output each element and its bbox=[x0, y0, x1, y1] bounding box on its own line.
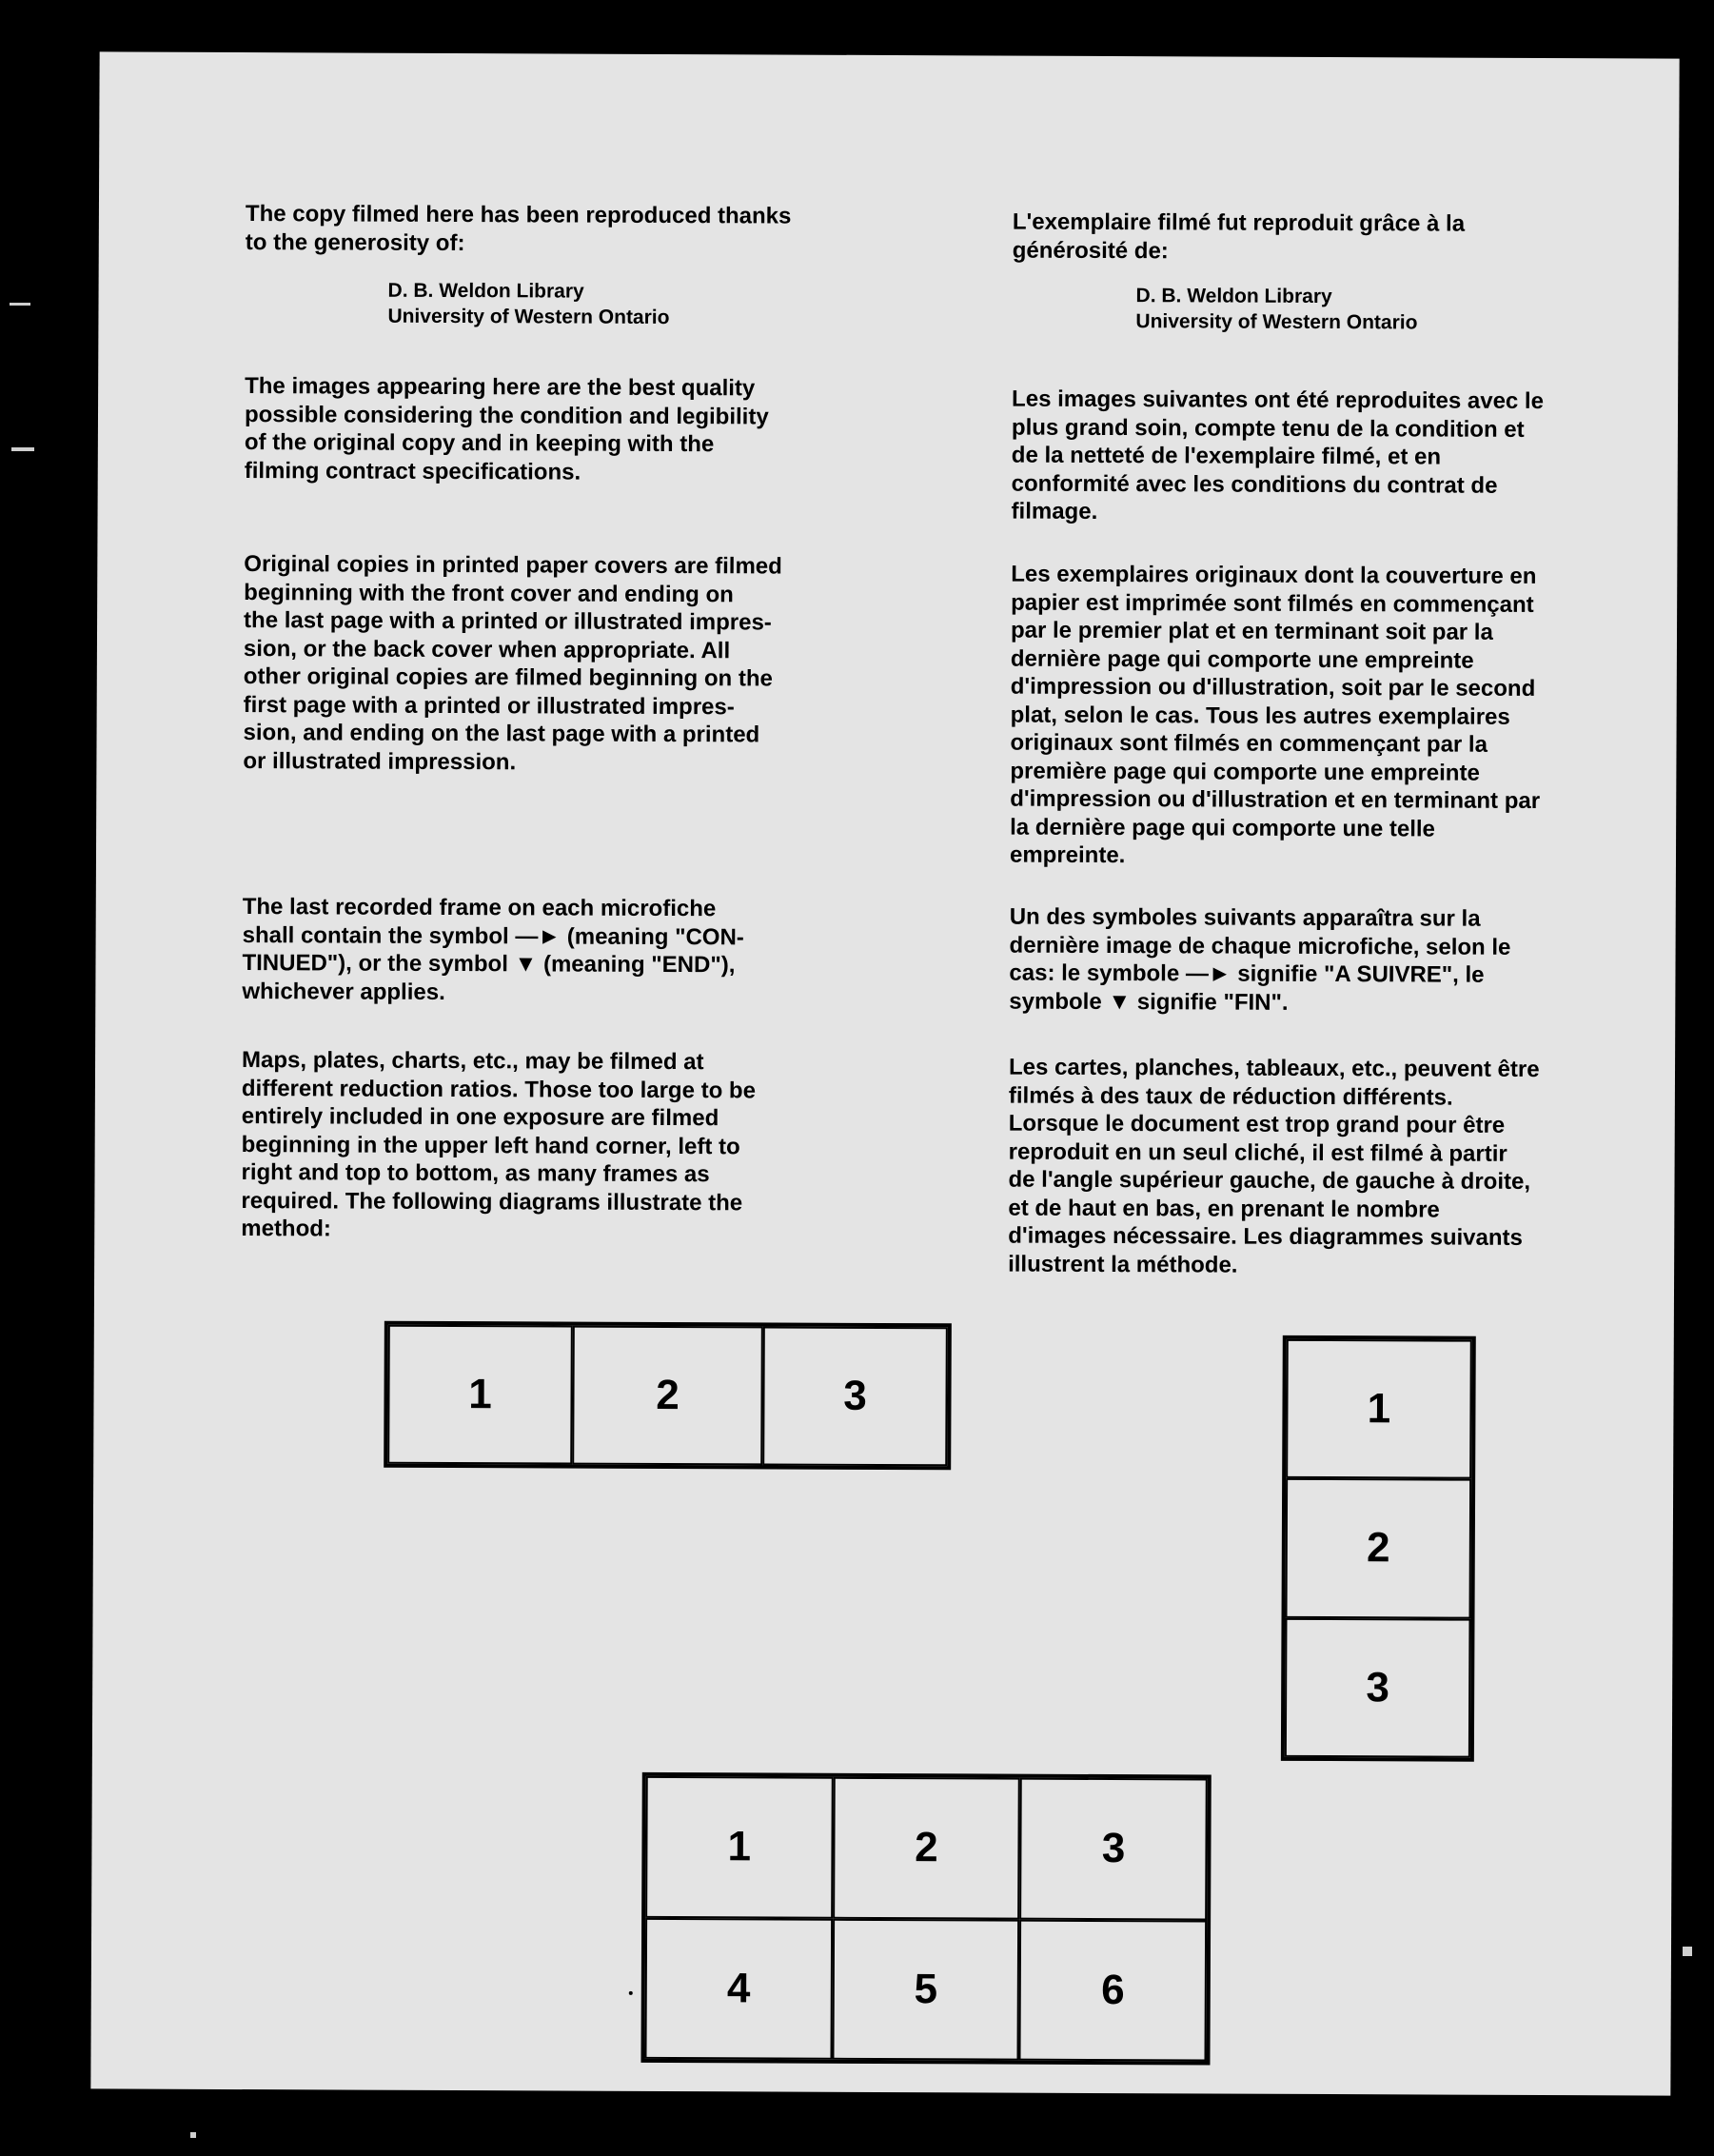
frame-cell: 1 bbox=[1286, 1339, 1472, 1479]
symbols-text-fr: Un des symboles suivants apparaîtra sur la dernière image de chaque microfiche, selon le cas: le symbole —► signifie "A SUIVRE", le symbole ▼ signifie "FIN". bbox=[1009, 903, 1511, 1016]
frame-cell: 2 bbox=[1286, 1478, 1472, 1618]
document-page bbox=[90, 51, 1679, 2095]
frame-cell: 1 bbox=[645, 1776, 833, 1918]
scan-speck bbox=[629, 1991, 633, 1995]
thanks-text-fr: L'exemplaire filmé fut reproduit grâce à la générosité de: bbox=[1012, 208, 1466, 264]
frame-cell: 1 bbox=[387, 1325, 573, 1465]
frame-cell: 5 bbox=[832, 1918, 1019, 2060]
frame-cell: 4 bbox=[644, 1917, 832, 2059]
scan-speck bbox=[10, 303, 30, 306]
library-name-en: D. B. Weldon Library University of Western Ontario bbox=[387, 279, 670, 329]
library-name-fr: D. B. Weldon Library University of Western Ontario bbox=[1135, 285, 1418, 334]
english-column bbox=[241, 52, 913, 1242]
six-frames-diagram bbox=[640, 1772, 1211, 2066]
thanks-text-en: The copy filmed here has been reproduced thanks to the generosity of: bbox=[245, 201, 792, 256]
french-column bbox=[1008, 56, 1699, 1278]
quality-text-fr: Les images suivantes ont été reproduites avec le plus grand soin, compte tenu de la condition et de la netteté de l'exemplaire filmé, et en conformité avec les conditions du contrat de filmage. bbox=[1011, 386, 1545, 524]
frame-cell: 3 bbox=[1285, 1617, 1471, 1757]
frame-cell: 3 bbox=[1019, 1778, 1207, 1920]
horizontal-frames-diagram bbox=[384, 1321, 952, 1471]
scan-speck bbox=[190, 2132, 196, 2138]
frame-cell: 2 bbox=[572, 1326, 763, 1466]
maps-text-en: Maps, plates, charts, etc., may be filmed at different reduction ratios. Those too large to be entirely included in one exposure are filmed beginning in the upper left hand corner, left to right and top to bottom, as many frames as required. The following diagrams illustrate the method: bbox=[241, 1047, 757, 1242]
frame-cell: 6 bbox=[1019, 1919, 1207, 2061]
frame-cell: 3 bbox=[762, 1326, 948, 1466]
maps-text-fr: Les cartes, planches, tableaux, etc., peuvent être filmés à des taux de réduction différents. Lorsque le document est trop grand pour être reproduit en un seul cliché, il est filmé à partir de l'angle supérieur gauche, de gauche à droite, et de haut en bas, en prenant le nombre d'images nécessaire. Les diagrammes suivants illustrent la méthode. bbox=[1008, 1054, 1540, 1278]
quality-text-en: The images appearing here are the best quality possible considering the condition and legibility of the original copy and in keeping with the filming contract specifications. bbox=[244, 373, 769, 485]
covers-text-en: Original copies in printed paper covers are filmed beginning with the front cover and ending on the last page with a printed or illustrated impres- sion, or the back cover when appropriate. All other original copies are filmed beginning on the first page with a printed or illustrated impres- sion, and ending on the last page with a printed or illustrated impression. bbox=[243, 551, 782, 775]
symbols-text-en: The last recorded frame on each microfiche shall contain the symbol —► (meaning "CON- TINUED"), or the symbol ▼ (meaning "END"), whichever applies. bbox=[242, 894, 744, 1005]
covers-text-fr: Les exemplaires originaux dont la couverture en papier est imprimée sont filmés en commençant par le premier plat et en terminant soit par la dernière page qui comporte une empreinte d'impression ou d'illustration, soit par le second plat, selon le cas. Tous les autres exemplaires originaux sont filmés en commençant par la première page qui comporte une empreinte d'impression ou d'illustration et en terminant par la dernière page qui comporte une telle empreinte. bbox=[1009, 561, 1541, 869]
scan-speck bbox=[1683, 1947, 1692, 1956]
frame-cell: 2 bbox=[833, 1777, 1020, 1919]
scan-speck bbox=[11, 447, 34, 451]
vertical-frames-diagram bbox=[1281, 1335, 1476, 1762]
